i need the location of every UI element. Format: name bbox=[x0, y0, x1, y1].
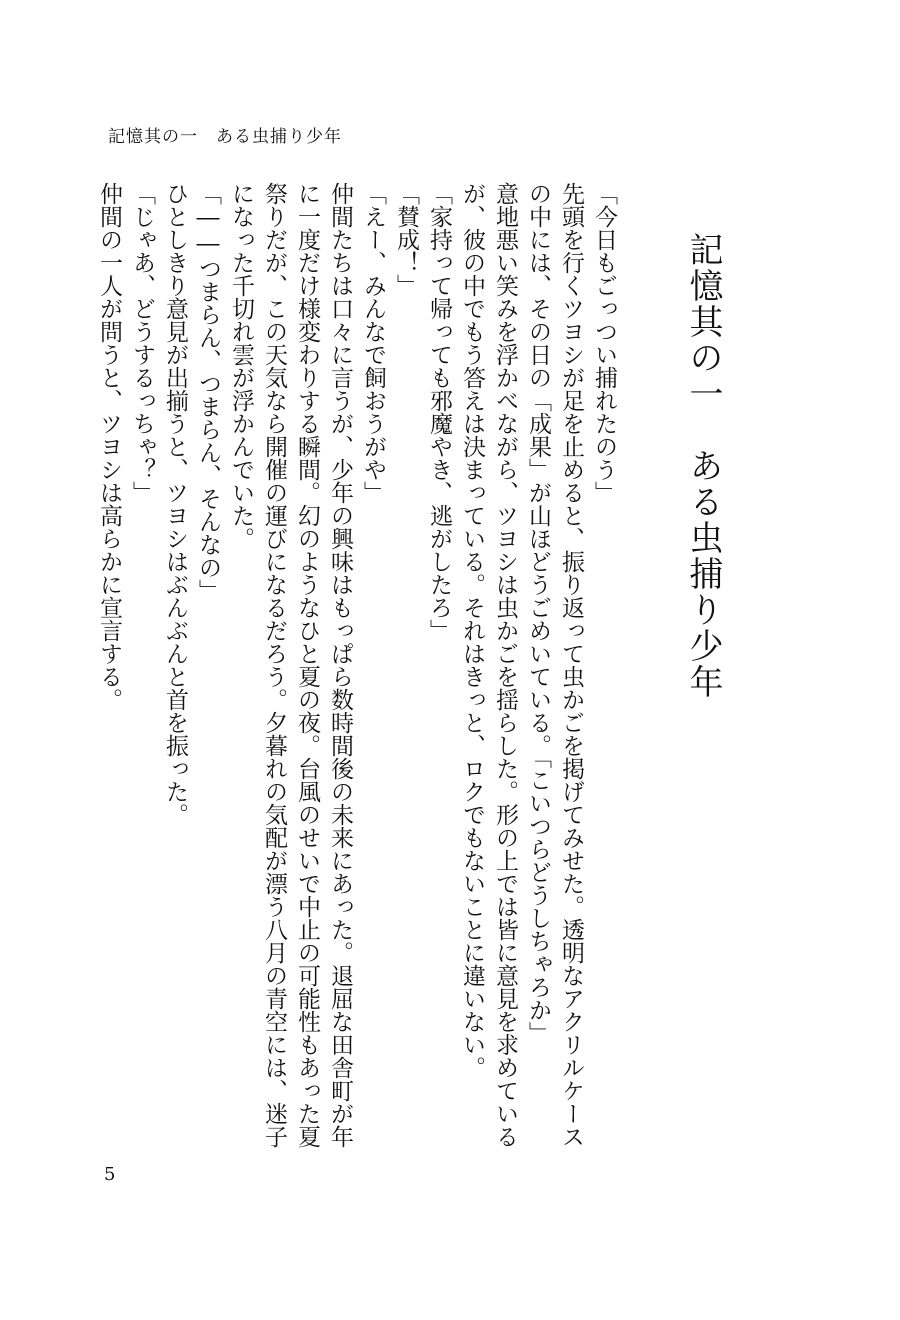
running-head: 記憶其の一 ある虫捕り少年 bbox=[108, 127, 342, 147]
paragraph-4: 「家持って帰っても邪魔やき、逃がしたろ」 bbox=[426, 182, 452, 642]
chapter-title: 記憶其の一 ある虫捕り少年 bbox=[683, 232, 723, 700]
paragraph-11: 仲間の一人が問うと、ツヨシは高らかに宣言する。 bbox=[96, 182, 122, 711]
paragraph-10: 「じゃあ、どうするっちゃ？」 bbox=[129, 182, 155, 504]
paragraph-8: 「――つまらん、つまらん、そんなの」 bbox=[195, 182, 221, 602]
paragraph-2: 先頭を行くツヨシが足を止めると、振り返って虫かごを掲げてみせた。透明なアクリルケースの中には、その日の「成果」が山ほどうごめいている。「こいつらどうしちゃろか」 bbox=[525, 182, 584, 1148]
paragraph-3: 意地悪い笑みを浮かべながら、ツヨシは虫かごを揺らした。形の上では皆に意見を求めているが、彼の中でもう答えは決まっている。それはきっと、ロクでもないことに違いない。 bbox=[459, 182, 518, 1148]
paragraph-6: 「えー、みんなで飼おうがや」 bbox=[360, 182, 386, 504]
paragraph-7: 仲間たちは口々に言うが、少年の興味はもっぱら数時間後の未来にあった。退屈な田舎町が年に一度だけ様変わりする瞬間。幻のようなひと夏の夜。台風のせいで中止の可能性もあった夏祭りだが、この天気なら開催の運びになるだろう。夕暮れの気配が漂う八月の青空には、迷子になった千切れ雲が浮かんでいた。 bbox=[228, 182, 353, 1148]
paragraph-5: 「賛成！」 bbox=[393, 182, 419, 297]
paragraph-9: ひとしきり意見が出揃うと、ツヨシはぶんぶんと首を振った。 bbox=[162, 182, 188, 826]
paragraph-1: 「今日もごっつい捕れたのう」 bbox=[591, 182, 617, 504]
page-number: 5 bbox=[104, 1164, 116, 1185]
body-text bbox=[70, 182, 620, 1162]
